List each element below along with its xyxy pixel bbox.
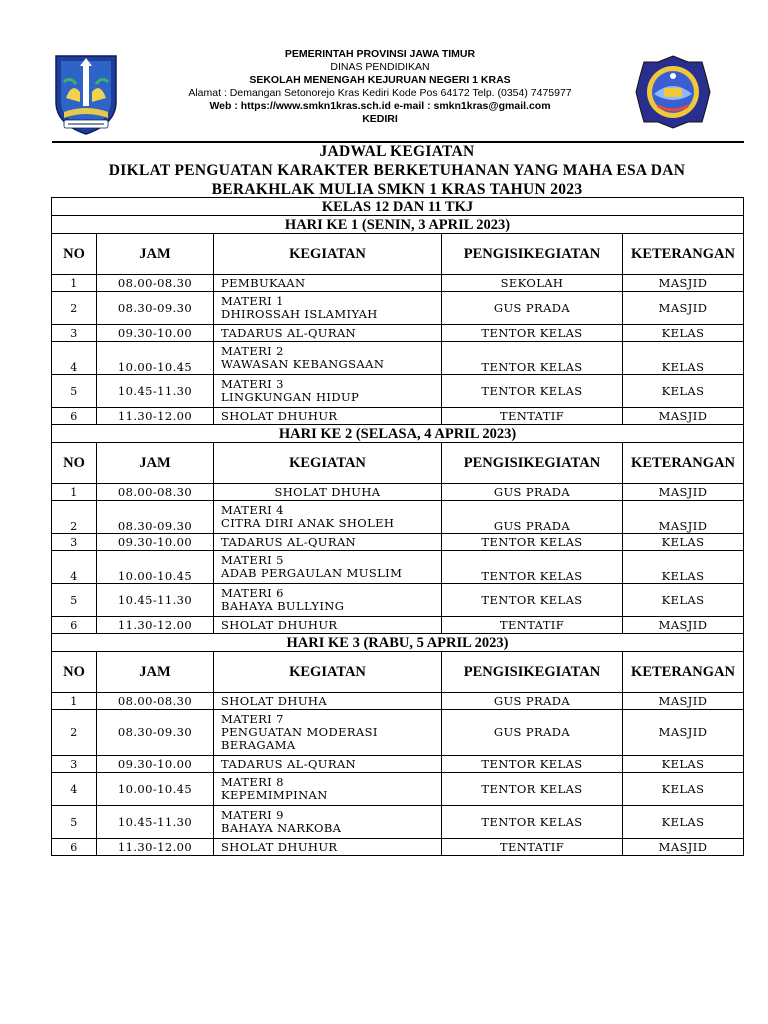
kegiatan-line: TADARUS AL-QURAN [221, 534, 357, 549]
letterhead-department: DINAS PENDIDIKAN [330, 61, 430, 73]
header-pengisi-line-2: KEGIATAN [523, 454, 601, 471]
cell-jam: 09.30-10.00 [97, 756, 214, 773]
letterhead-school-name: SEKOLAH MENENGAH KEJURUAN NEGERI 1 KRAS [249, 74, 511, 86]
cell-jam: 08.30-09.30 [97, 501, 214, 534]
kegiatan-line: MATERI 3 [221, 377, 284, 391]
header-row [52, 443, 744, 484]
cell-kegiatan [214, 292, 442, 325]
cell-jam: 09.30-10.00 [97, 534, 214, 551]
cell-keterangan: MASJID [623, 275, 744, 292]
cell-kegiatan [214, 501, 442, 534]
header-pengisi [442, 652, 623, 693]
cell-jam: 08.30-09.30 [97, 710, 214, 756]
cell-no: 4 [52, 342, 97, 375]
smkn1-kras-emblem-icon [634, 54, 712, 130]
cell-kegiatan [214, 275, 442, 292]
table-row [52, 501, 744, 534]
header-jam: JAM [97, 234, 214, 275]
header-pengisi-line-2: KEGIATAN [523, 245, 601, 262]
table-row [52, 342, 744, 375]
table-row [52, 710, 744, 756]
cell-jam: 10.00-10.45 [97, 773, 214, 806]
cell-no: 6 [52, 408, 97, 425]
kegiatan-line: PEMBUKAAN [221, 275, 306, 290]
cell-pengisi: TENTOR KELAS [442, 534, 623, 551]
cell-pengisi: GUS PRADA [442, 501, 623, 534]
letterhead-government: PEMERINTAH PROVINSI JAWA TIMUR [284, 48, 476, 60]
kegiatan-line: ADAB PERGAULAN MUSLIM [221, 566, 403, 580]
day-banner-row [52, 425, 744, 443]
kegiatan-line: MATERI 2 [221, 344, 284, 358]
header-pengisi-line-1: PENGISI [463, 663, 524, 680]
cell-jam: 08.00-08.30 [97, 484, 214, 501]
kegiatan-line: BAHAYA BULLYING [221, 599, 345, 613]
title-line-1: JADWAL KEGIATAN [319, 143, 475, 160]
document-title [0, 142, 768, 199]
cell-keterangan: KELAS [623, 534, 744, 551]
table-row [52, 484, 744, 501]
letterhead-address: Alamat : Demangan Setonorejo Kras Kediri Kode Pos 64172 Telp. (0354) 7475977 [188, 87, 572, 99]
header-keterangan: KETERANGAN [623, 652, 744, 693]
cell-kegiatan [214, 408, 442, 425]
cell-keterangan: KELAS [623, 584, 744, 617]
cell-kegiatan [214, 693, 442, 710]
cell-jam: 11.30-12.00 [97, 408, 214, 425]
kegiatan-line: TADARUS AL-QURAN [221, 756, 357, 771]
title-line-2: DIKLAT PENGUATAN KARAKTER BERKETUHANAN YANG MAHA ESA DAN [108, 162, 686, 179]
header-row [52, 652, 744, 693]
cell-no: 1 [52, 484, 97, 501]
cell-jam: 10.00-10.45 [97, 551, 214, 584]
cell-pengisi: TENTOR KELAS [442, 375, 623, 408]
kegiatan-line: KEPEMIMPINAN [221, 788, 328, 802]
cell-pengisi: GUS PRADA [442, 693, 623, 710]
cell-pengisi: GUS PRADA [442, 710, 623, 756]
table-row [52, 408, 744, 425]
table-row [52, 534, 744, 551]
kegiatan-line: MATERI 4 [221, 503, 284, 517]
cell-no: 6 [52, 617, 97, 634]
kegiatan-line: SHOLAT DHUHA [221, 693, 328, 708]
table-row [52, 325, 744, 342]
header-row [52, 234, 744, 275]
cell-keterangan: MASJID [623, 292, 744, 325]
cell-pengisi: TENTOR KELAS [442, 584, 623, 617]
header-no: NO [52, 652, 97, 693]
table-row [52, 756, 744, 773]
cell-pengisi: SEKOLAH [442, 275, 623, 292]
kegiatan-line: SHOLAT DHUHUR [221, 617, 338, 632]
kegiatan-line: CITRA DIRI ANAK SHOLEH [221, 516, 395, 530]
header-no: NO [52, 443, 97, 484]
cell-pengisi: TENTOR KELAS [442, 342, 623, 375]
header-keterangan: KETERANGAN [623, 443, 744, 484]
cell-kegiatan [214, 756, 442, 773]
cell-kegiatan [214, 773, 442, 806]
cell-no: 2 [52, 501, 97, 534]
kegiatan-line: MATERI 6 [221, 586, 284, 600]
table-row [52, 375, 744, 408]
cell-no: 5 [52, 806, 97, 839]
cell-keterangan: KELAS [623, 773, 744, 806]
cell-no: 3 [52, 756, 97, 773]
cell-pengisi: TENTATIF [442, 839, 623, 856]
day-banner-row [52, 634, 744, 652]
kegiatan-line: DHIROSSAH ISLAMIYAH [221, 307, 378, 321]
day-banner-row [52, 216, 744, 234]
cell-keterangan: KELAS [623, 325, 744, 342]
header-kegiatan: KEGIATAN [214, 234, 442, 275]
cell-pengisi: TENTOR KELAS [442, 756, 623, 773]
cell-kegiatan [214, 534, 442, 551]
cell-kegiatan [214, 617, 442, 634]
header-pengisi [442, 234, 623, 275]
cell-kegiatan [214, 584, 442, 617]
letterhead-city: KEDIRI [362, 113, 398, 125]
cell-no: 1 [52, 693, 97, 710]
kegiatan-line: MATERI 9 [221, 808, 284, 822]
cell-keterangan: KELAS [623, 756, 744, 773]
cell-pengisi: TENTOR KELAS [442, 806, 623, 839]
cell-keterangan: KELAS [623, 551, 744, 584]
table-row [52, 292, 744, 325]
letterhead [0, 48, 768, 138]
cell-kegiatan [214, 551, 442, 584]
cell-jam: 08.00-08.30 [97, 275, 214, 292]
cell-no: 5 [52, 584, 97, 617]
header-kegiatan: KEGIATAN [214, 443, 442, 484]
header-jam: JAM [97, 443, 214, 484]
cell-no: 4 [52, 773, 97, 806]
header-pengisi [442, 443, 623, 484]
cell-pengisi: GUS PRADA [442, 292, 623, 325]
kegiatan-line: SHOLAT DHUHUR [221, 839, 338, 854]
cell-kegiatan [214, 375, 442, 408]
table-row [52, 806, 744, 839]
class-banner-row [52, 198, 744, 216]
cell-keterangan: MASJID [623, 408, 744, 425]
cell-keterangan: KELAS [623, 375, 744, 408]
kegiatan-line: BERAGAMA [221, 738, 296, 752]
cell-kegiatan [214, 342, 442, 375]
cell-pengisi: TENTATIF [442, 617, 623, 634]
header-kegiatan: KEGIATAN [214, 652, 442, 693]
cell-keterangan: MASJID [623, 617, 744, 634]
title-line-3: BERAKHLAK MULIA SMKN 1 KRAS TAHUN 2023 [211, 181, 583, 198]
cell-jam: 10.45-11.30 [97, 584, 214, 617]
cell-no: 4 [52, 551, 97, 584]
jawa-timur-crest-icon [50, 52, 122, 136]
kegiatan-line: LINGKUNGAN HIDUP [221, 390, 360, 404]
cell-kegiatan [214, 484, 442, 501]
cell-keterangan: KELAS [623, 806, 744, 839]
cell-no: 5 [52, 375, 97, 408]
kegiatan-line: TADARUS AL-QURAN [221, 325, 357, 340]
table-row [52, 584, 744, 617]
cell-jam: 10.45-11.30 [97, 375, 214, 408]
cell-kegiatan [214, 839, 442, 856]
cell-keterangan: MASJID [623, 501, 744, 534]
table-row [52, 551, 744, 584]
cell-keterangan: KELAS [623, 342, 744, 375]
cell-pengisi: GUS PRADA [442, 484, 623, 501]
cell-pengisi: TENTOR KELAS [442, 773, 623, 806]
cell-kegiatan [214, 806, 442, 839]
kegiatan-line: BAHAYA NARKOBA [221, 821, 342, 835]
cell-no: 2 [52, 710, 97, 756]
cell-jam: 08.00-08.30 [97, 693, 214, 710]
cell-keterangan: MASJID [623, 710, 744, 756]
header-no: NO [52, 234, 97, 275]
cell-pengisi: TENTOR KELAS [442, 551, 623, 584]
day-label: HARI KE 2 (SELASA, 4 APRIL 2023) [52, 425, 744, 443]
cell-jam: 10.00-10.45 [97, 342, 214, 375]
header-jam: JAM [97, 652, 214, 693]
table-row [52, 617, 744, 634]
kegiatan-line: MATERI 7 [221, 712, 284, 726]
kegiatan-line: SHOLAT DHUHA [274, 484, 381, 499]
kegiatan-line: SHOLAT DHUHUR [221, 408, 338, 423]
cell-jam: 11.30-12.00 [97, 617, 214, 634]
cell-jam: 08.30-09.30 [97, 292, 214, 325]
cell-keterangan: MASJID [623, 484, 744, 501]
schedule-table [51, 197, 744, 856]
table-row [52, 275, 744, 292]
cell-no: 6 [52, 839, 97, 856]
header-keterangan: KETERANGAN [623, 234, 744, 275]
cell-jam: 09.30-10.00 [97, 325, 214, 342]
header-pengisi-line-2: KEGIATAN [523, 663, 601, 680]
header-pengisi-line-1: PENGISI [463, 245, 524, 262]
day-label: HARI KE 1 (SENIN, 3 APRIL 2023) [52, 216, 744, 234]
table-row [52, 693, 744, 710]
cell-no: 3 [52, 534, 97, 551]
cell-keterangan: MASJID [623, 839, 744, 856]
letterhead-text [130, 48, 630, 126]
header-pengisi-line-1: PENGISI [463, 454, 524, 471]
kegiatan-line: PENGUATAN MODERASI [221, 725, 378, 739]
cell-kegiatan [214, 710, 442, 756]
cell-pengisi: TENTOR KELAS [442, 325, 623, 342]
class-label: KELAS 12 DAN 11 TKJ [52, 198, 744, 216]
cell-no: 1 [52, 275, 97, 292]
cell-kegiatan [214, 325, 442, 342]
letterhead-contact: Web : https://www.smkn1kras.sch.id e-mail : smkn1kras@gmail.com [209, 100, 551, 112]
kegiatan-line: MATERI 5 [221, 553, 284, 567]
day-label: HARI KE 3 (RABU, 5 APRIL 2023) [52, 634, 744, 652]
kegiatan-line: MATERI 8 [221, 775, 284, 789]
cell-jam: 11.30-12.00 [97, 839, 214, 856]
table-row [52, 773, 744, 806]
cell-no: 3 [52, 325, 97, 342]
cell-no: 2 [52, 292, 97, 325]
cell-keterangan: MASJID [623, 693, 744, 710]
cell-jam: 10.45-11.30 [97, 806, 214, 839]
cell-pengisi: TENTATIF [442, 408, 623, 425]
table-row [52, 839, 744, 856]
kegiatan-line: MATERI 1 [221, 294, 284, 308]
kegiatan-line: WAWASAN KEBANGSAAN [221, 357, 385, 371]
